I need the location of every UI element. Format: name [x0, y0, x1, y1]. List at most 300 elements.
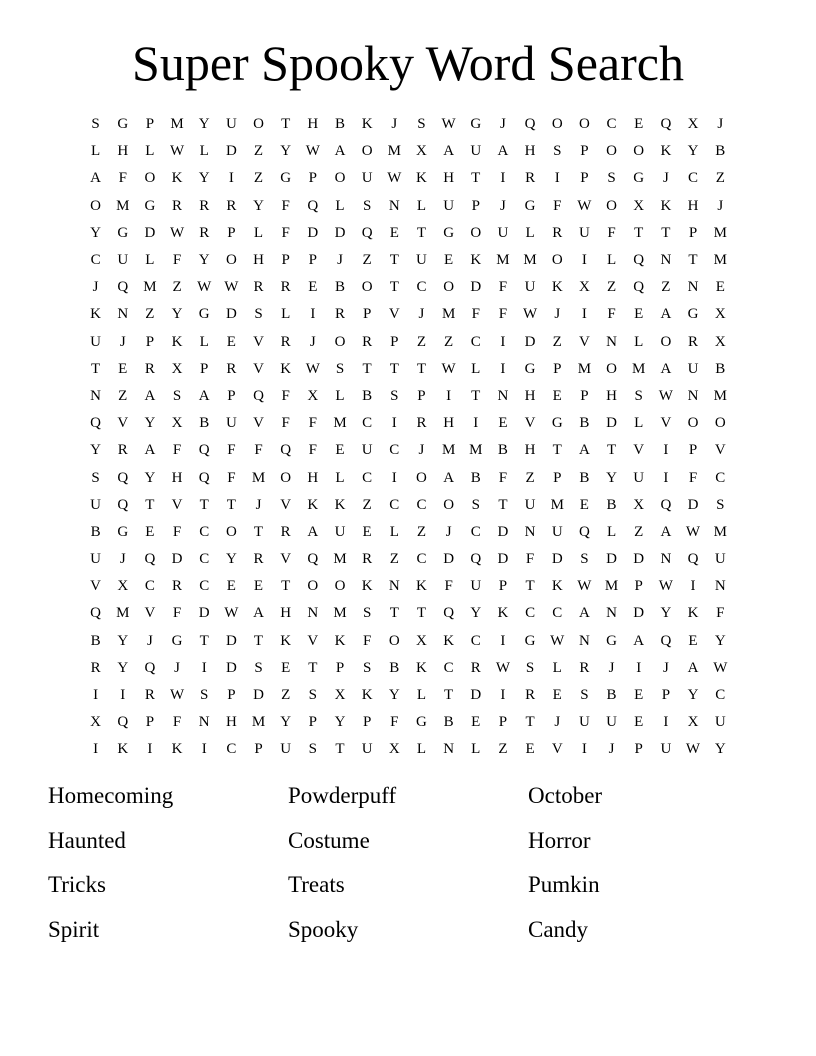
grid-letter: A	[660, 306, 672, 323]
grid-row	[82, 165, 734, 192]
grid-letter: Q	[361, 224, 373, 241]
grid-letter: P	[661, 687, 671, 704]
grid-letter: W	[305, 360, 320, 377]
grid-row	[82, 492, 734, 519]
grid-letter: E	[715, 279, 725, 296]
word-list-item: Horror	[528, 827, 591, 853]
grid-letter: D	[253, 687, 264, 704]
grid-letter: G	[443, 224, 455, 241]
word-list	[48, 774, 768, 952]
grid-letter: Q	[198, 442, 210, 459]
grid-row	[82, 600, 734, 627]
grid-letter: U	[660, 741, 672, 758]
grid-letter: I	[581, 252, 587, 269]
grid-letter: G	[144, 197, 156, 214]
grid-letter: Y	[144, 469, 156, 486]
grid-letter: T	[199, 632, 209, 649]
grid-letter: Q	[117, 469, 129, 486]
grid-letter: B	[715, 360, 726, 377]
grid-letter: O	[606, 143, 617, 160]
grid-letter: X	[171, 415, 183, 432]
grid-letter: A	[443, 143, 455, 160]
grid-letter: D	[497, 523, 509, 540]
grid-letter: C	[606, 116, 617, 133]
grid-letter: U	[470, 143, 482, 160]
grid-letter: O	[361, 143, 373, 160]
grid-letter: J	[445, 523, 452, 540]
grid-letter: B	[606, 496, 617, 513]
grid-letter: Q	[117, 496, 129, 513]
grid-letter: Z	[498, 741, 508, 758]
grid-letter: P	[227, 224, 236, 241]
grid-letter: Y	[117, 632, 129, 649]
grid-letter: D	[470, 279, 482, 296]
grid-letter: P	[227, 387, 236, 404]
grid-letter: S	[254, 306, 263, 323]
grid-letter: X	[714, 306, 726, 323]
grid-letter: W	[224, 279, 239, 296]
grid-letter: O	[90, 197, 101, 214]
grid-letter: J	[717, 116, 724, 133]
grid-letter: N	[606, 333, 617, 350]
grid-letter: S	[200, 687, 209, 704]
grid-letter: U	[416, 252, 427, 269]
grid-letter: M	[604, 578, 619, 595]
grid-letter: T	[281, 116, 291, 133]
grid-letter: B	[606, 687, 617, 704]
grid-letter: P	[580, 143, 589, 160]
grid-letter: W	[522, 306, 538, 323]
grid-letter: O	[551, 252, 563, 269]
grid-row	[82, 464, 734, 491]
grid-letter: S	[471, 496, 480, 513]
grid-letter: T	[606, 442, 617, 459]
grid-letter: P	[634, 578, 643, 595]
grid-letter: P	[308, 714, 317, 731]
grid-letter: D	[334, 224, 346, 241]
grid-row	[82, 573, 734, 600]
grid-letter: W	[169, 224, 185, 241]
grid-letter: A	[633, 632, 645, 649]
grid-row	[82, 329, 734, 356]
grid-letter: S	[254, 659, 263, 676]
grid-letter: F	[172, 442, 182, 459]
grid-letter: Q	[524, 116, 536, 133]
grid-letter: M	[713, 224, 727, 241]
grid-letter: K	[497, 605, 509, 622]
grid-letter: D	[225, 306, 237, 323]
grid-letter: A	[578, 605, 590, 622]
grid-letter: N	[443, 741, 455, 758]
grid-letter: Z	[118, 387, 128, 404]
grid-letter: U	[117, 252, 129, 269]
grid-letter: J	[255, 496, 262, 513]
grid-letter: Z	[389, 551, 399, 568]
grid-letter: Q	[117, 714, 129, 731]
grid-letter: X	[117, 578, 129, 595]
grid-letter: I	[554, 170, 560, 187]
grid-letter: I	[391, 415, 397, 432]
grid-letter: B	[497, 442, 508, 459]
grid-letter: B	[90, 632, 101, 649]
grid-letter: P	[580, 170, 589, 187]
grid-letter: K	[171, 170, 183, 187]
grid-letter: W	[713, 659, 728, 676]
grid-letter: M	[441, 442, 456, 459]
grid-letter: K	[660, 143, 672, 160]
grid-letter: W	[550, 632, 565, 649]
grid-letter: Y	[280, 714, 292, 731]
grid-letter: Z	[416, 523, 427, 540]
grid-letter: E	[335, 442, 345, 459]
grid-letter: H	[307, 116, 319, 133]
grid-letter: J	[418, 442, 425, 459]
grid-letter: U	[578, 224, 590, 241]
grid-row	[82, 356, 734, 383]
grid-letter: A	[660, 360, 672, 377]
grid-letter: M	[713, 523, 727, 540]
word-list-item: Homecoming	[48, 783, 174, 808]
grid-letter: O	[660, 333, 672, 350]
grid-letter: Y	[334, 714, 346, 731]
grid-letter: J	[554, 714, 561, 731]
grid-letter: Y	[714, 741, 726, 758]
grid-letter: U	[334, 523, 346, 540]
grid-letter: P	[688, 442, 698, 459]
grid-letter: O	[416, 469, 427, 486]
grid-letter: M	[251, 469, 266, 486]
grid-letter: T	[389, 605, 399, 622]
grid-letter: G	[606, 632, 617, 649]
grid-letter: S	[634, 387, 643, 404]
grid-letter: T	[226, 496, 236, 513]
grid-letter: Q	[687, 551, 699, 568]
grid-letter: O	[253, 116, 264, 133]
grid-letter: J	[662, 659, 669, 676]
grid-row	[82, 437, 734, 464]
grid-letter: L	[525, 224, 535, 241]
grid-letter: D	[633, 551, 645, 568]
grid-letter: I	[201, 741, 207, 758]
grid-letter: I	[581, 306, 587, 323]
grid-letter: K	[443, 632, 455, 649]
grid-letter: R	[470, 659, 481, 676]
grid-letter: C	[525, 605, 536, 622]
grid-letter: Q	[307, 197, 319, 214]
grid-letter: F	[172, 714, 182, 731]
grid-letter: B	[715, 143, 726, 160]
grid-letter: O	[551, 116, 563, 133]
grid-letter: Q	[633, 252, 645, 269]
grid-letter: Z	[362, 252, 372, 269]
grid-letter: Q	[144, 551, 156, 568]
grid-letter: C	[416, 551, 427, 568]
grid-letter: A	[443, 469, 455, 486]
grid-letter: Z	[362, 496, 372, 513]
grid-letter: P	[362, 714, 372, 731]
grid-letter: L	[253, 224, 264, 241]
grid-letter: G	[633, 170, 645, 187]
grid-letter: A	[90, 170, 101, 187]
grid-letter: I	[663, 714, 669, 731]
grid-letter: T	[416, 605, 427, 622]
grid-letter: F	[607, 224, 616, 241]
grid-letter: C	[199, 551, 210, 568]
grid-letter: H	[225, 714, 237, 731]
grid-letter: E	[634, 687, 644, 704]
grid-letter: R	[552, 224, 563, 241]
grid-letter: K	[416, 659, 427, 676]
grid-letter: A	[307, 523, 319, 540]
grid-letter: W	[169, 687, 185, 704]
grid-letter: E	[281, 659, 291, 676]
grid-letter: P	[390, 333, 399, 350]
grid-letter: D	[443, 551, 455, 568]
grid-letter: V	[388, 306, 400, 323]
grid-letter: U	[606, 714, 617, 731]
grid-letter: Y	[388, 687, 400, 704]
grid-letter: T	[308, 659, 318, 676]
grid-letter: Y	[660, 605, 672, 622]
grid-letter: M	[333, 551, 347, 568]
grid-letter: Z	[281, 687, 291, 704]
grid-letter: P	[308, 252, 317, 269]
grid-letter: V	[280, 496, 292, 513]
grid-letter: B	[199, 415, 210, 432]
grid-letter: Q	[660, 116, 672, 133]
grid-letter: O	[714, 415, 726, 432]
grid-letter: Q	[470, 551, 482, 568]
grid-letter: R	[226, 197, 237, 214]
grid-letter: D	[524, 333, 536, 350]
grid-letter: I	[93, 687, 99, 704]
grid-row	[82, 247, 734, 274]
grid-letter: F	[716, 605, 725, 622]
grid-letter: M	[550, 496, 564, 513]
grid-letter: W	[577, 578, 592, 595]
grid-letter: Z	[172, 279, 182, 296]
grid-letter: Y	[198, 252, 210, 269]
grid-letter: W	[441, 116, 456, 133]
grid-letter: S	[580, 551, 589, 568]
grid-letter: Y	[90, 224, 101, 241]
grid-letter: S	[553, 143, 562, 160]
grid-letter: G	[198, 306, 210, 323]
grid-letter: N	[90, 387, 101, 404]
grid-letter: M	[387, 143, 401, 160]
grid-letter: O	[280, 469, 292, 486]
grid-letter: R	[362, 551, 373, 568]
grid-letter: I	[500, 360, 506, 377]
grid-letter: K	[416, 170, 427, 187]
grid-letter: E	[226, 578, 236, 595]
grid-letter: I	[473, 415, 479, 432]
grid-letter: H	[687, 197, 699, 214]
grid-letter: B	[334, 279, 345, 296]
grid-letter: Y	[225, 551, 237, 568]
grid-row	[82, 301, 734, 328]
grid-letter: I	[663, 469, 669, 486]
grid-letter: T	[634, 224, 644, 241]
grid-letter: F	[227, 442, 236, 459]
grid-letter: U	[90, 551, 101, 568]
grid-letter: L	[335, 387, 345, 404]
grid-letter: O	[578, 116, 590, 133]
grid-letter: N	[388, 578, 400, 595]
grid-letter: Y	[90, 442, 101, 459]
grid-letter: M	[496, 252, 510, 269]
grid-letter: P	[145, 714, 155, 731]
grid-letter: M	[713, 387, 727, 404]
grid-letter: Z	[253, 143, 264, 160]
grid-letter: E	[634, 306, 644, 323]
grid-letter: W	[685, 523, 701, 540]
grid-letter: T	[253, 632, 264, 649]
grid-letter: O	[470, 224, 482, 241]
grid-letter: I	[310, 306, 316, 323]
grid-letter: B	[90, 523, 101, 540]
grid-letter: Z	[715, 170, 725, 187]
grid-letter: S	[390, 387, 399, 404]
grid-letter: H	[117, 143, 129, 160]
grid-letter: R	[688, 333, 699, 350]
grid-letter: Z	[661, 279, 671, 296]
grid-letter: H	[253, 252, 264, 269]
grid-letter: K	[334, 496, 346, 513]
grid-letter: C	[416, 496, 427, 513]
grid-letter: M	[333, 605, 347, 622]
grid-letter: N	[687, 387, 699, 404]
grid-letter: Q	[660, 496, 672, 513]
grid-letter: O	[606, 197, 617, 214]
grid-row	[82, 682, 734, 709]
grid-letter: T	[199, 496, 209, 513]
grid-letter: D	[633, 605, 645, 622]
grid-letter: Q	[443, 605, 455, 622]
grid-letter: D	[470, 687, 482, 704]
grid-letter: F	[118, 170, 127, 187]
grid-row	[82, 519, 734, 546]
grid-letter: F	[498, 469, 508, 486]
grid-letter: T	[471, 170, 481, 187]
grid-letter: X	[388, 741, 400, 758]
grid-letter: E	[308, 279, 318, 296]
grid-letter: V	[578, 333, 590, 350]
grid-letter: I	[201, 659, 207, 676]
grid-letter: P	[580, 387, 589, 404]
grid-letter: O	[225, 523, 237, 540]
grid-letter: D	[198, 605, 210, 622]
grid-letter: N	[606, 605, 617, 622]
grid-letter: F	[525, 551, 535, 568]
grid-letter: Z	[145, 306, 155, 323]
grid-letter: T	[389, 360, 399, 377]
grid-letter: J	[500, 197, 506, 214]
grid-letter: T	[145, 496, 155, 513]
grid-letter: Y	[280, 143, 292, 160]
grid-letter: N	[687, 279, 699, 296]
grid-letter: Z	[634, 523, 644, 540]
word-list-item: Powderpuff	[288, 783, 397, 808]
grid-letter: A	[578, 442, 590, 459]
grid-letter: U	[470, 578, 482, 595]
grid-letter: F	[172, 605, 182, 622]
grid-letter: O	[443, 279, 455, 296]
grid-letter: M	[577, 360, 592, 377]
grid-letter: S	[417, 116, 426, 133]
grid-letter: T	[416, 360, 427, 377]
grid-letter: C	[552, 605, 563, 622]
grid-letter: L	[199, 333, 209, 350]
grid-row	[82, 383, 734, 410]
grid-letter: N	[198, 714, 210, 731]
grid-letter: P	[498, 714, 508, 731]
grid-letter: K	[171, 333, 183, 350]
grid-letter: Q	[633, 279, 645, 296]
grid-letter: X	[307, 387, 319, 404]
grid-letter: Y	[253, 197, 264, 214]
grid-letter: L	[416, 741, 427, 758]
grid-letter: R	[525, 170, 536, 187]
grid-letter: N	[660, 551, 672, 568]
grid-letter: E	[525, 741, 535, 758]
grid-letter: K	[171, 741, 183, 758]
grid-letter: T	[335, 741, 345, 758]
grid-letter: V	[280, 551, 292, 568]
grid-letter: O	[225, 252, 237, 269]
grid-letter: V	[144, 605, 156, 622]
grid-letter: A	[253, 605, 264, 622]
grid-letter: P	[471, 197, 480, 214]
grid-letter: K	[307, 496, 319, 513]
grid-letter: I	[500, 170, 506, 187]
grid-letter: H	[524, 387, 536, 404]
grid-letter: J	[608, 659, 615, 676]
grid-letter: I	[391, 469, 397, 486]
grid-letter: J	[608, 741, 615, 758]
grid-letter: N	[497, 387, 509, 404]
grid-letter: P	[553, 469, 562, 486]
grid-letter: M	[170, 116, 184, 133]
grid-letter: U	[497, 224, 509, 241]
grid-letter: M	[441, 306, 456, 323]
grid-letter: M	[632, 360, 646, 377]
grid-letter: G	[280, 170, 292, 187]
grid-letter: Q	[578, 523, 590, 540]
grid-letter: L	[335, 469, 345, 486]
grid-letter: A	[660, 523, 672, 540]
grid-letter: K	[361, 687, 373, 704]
grid-letter: P	[417, 387, 426, 404]
grid-letter: W	[305, 143, 320, 160]
grid-letter: U	[633, 469, 645, 486]
grid-letter: X	[416, 143, 427, 160]
grid-letter: D	[497, 551, 509, 568]
grid-letter: T	[471, 387, 481, 404]
grid-letter: P	[281, 252, 290, 269]
grid-letter: M	[143, 279, 157, 296]
grid-letter: W	[441, 360, 456, 377]
grid-letter: R	[172, 197, 183, 214]
grid-letter: G	[117, 116, 129, 133]
grid-letter: I	[500, 687, 506, 704]
grid-letter: L	[416, 687, 427, 704]
grid-letter: L	[199, 143, 209, 160]
grid-letter: G	[117, 523, 129, 540]
grid-letter: E	[389, 224, 399, 241]
grid-letter: R	[117, 442, 128, 459]
grid-letter: T	[253, 523, 264, 540]
